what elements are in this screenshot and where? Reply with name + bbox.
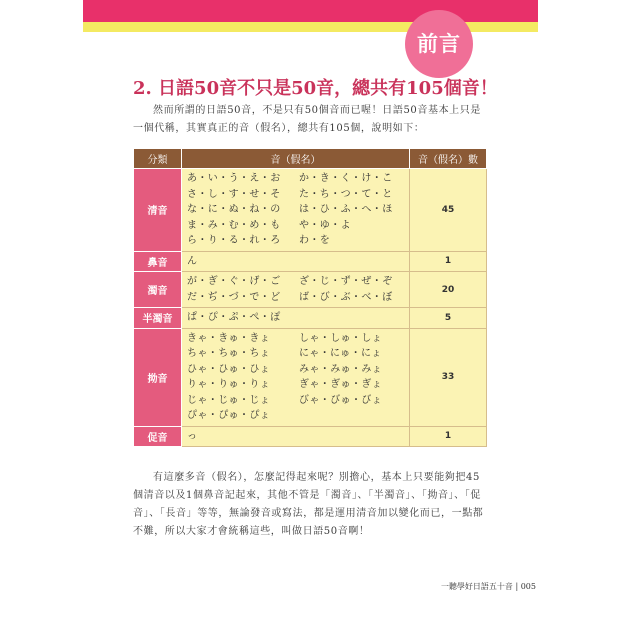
kana-group: だ・ぢ・づ・で・ど <box>187 291 281 303</box>
table-body <box>134 169 487 447</box>
kana-group: ん <box>187 255 198 267</box>
kana-group: っ <box>187 430 198 442</box>
table-row <box>134 426 487 447</box>
table-row <box>134 251 487 272</box>
kana-cell <box>182 272 410 308</box>
kana-group: ま・み・む・め・も <box>187 219 281 231</box>
count-cell: 33 <box>410 328 487 426</box>
section-title: 2. 日語50音不只是50音，總共有105個音！ <box>133 78 498 99</box>
kana-group: ば・び・ぶ・べ・ぼ <box>299 291 393 303</box>
kana-group: にゃ・にゅ・にょ <box>299 348 382 359</box>
intro-text: 然而所謂的日語50音，不是只有50個音而已喔！日語50音基本上只是一個代稱，其實真正的音（假名），總共有105個，說明如下： <box>133 105 481 134</box>
header-category: 分類 <box>134 149 182 169</box>
kana-line <box>187 331 404 347</box>
table-row <box>134 328 487 426</box>
kana-cell <box>182 426 410 447</box>
kana-group: あ・い・う・え・お <box>187 173 281 184</box>
count-cell: 45 <box>410 169 487 252</box>
page-footer: 一聽學好日語五十音 | 005 <box>440 582 536 591</box>
header-kana: 音（假名） <box>182 149 410 169</box>
kana-group: は・ひ・ふ・へ・ほ <box>299 204 393 215</box>
kana-line <box>187 362 404 378</box>
kana-cell <box>182 328 410 426</box>
kana-line <box>187 218 404 234</box>
chapter-title: 前言 <box>417 32 461 56</box>
kana-group: ら・り・る・れ・ろ <box>187 235 281 246</box>
kana-group: た・ち・つ・て・と <box>299 188 393 200</box>
kana-cell <box>182 308 410 329</box>
category-cell: 鼻音 <box>134 251 182 272</box>
kana-group: りゃ・りゅ・りょ <box>187 379 271 390</box>
table-header-row <box>134 149 487 169</box>
kana-line <box>187 233 404 249</box>
kana-group: ぎゃ・ぎゅ・ぎょ <box>299 379 383 390</box>
outro-text: 有這麼多音（假名），怎麼記得起來呢？別擔心，基本上只要能夠把45個清音以及1個鼻音記起來，其他不管是「濁音」、「半濁音」、「拗音」、「促音」、「長音」等等，無論發音或寫法，都是運用清音加以變化而已，一點都不難，所以大家才會統稱這些，叫做日語50音啊！ <box>133 472 484 537</box>
category-cell: 清音 <box>134 169 182 252</box>
kana-line <box>187 310 404 326</box>
header-count: 音（假名）數 <box>410 149 487 169</box>
intro-paragraph <box>133 102 488 138</box>
outro-paragraph <box>133 469 488 541</box>
kana-line <box>187 377 404 393</box>
table-row <box>134 272 487 308</box>
kana-group: ざ・じ・ず・ぜ・ぞ <box>299 276 393 287</box>
kana-group: が・ぎ・ぐ・げ・ご <box>187 276 281 287</box>
kana-group: や・ゆ・よ <box>299 219 351 231</box>
kana-group: さ・し・す・せ・そ <box>187 188 281 200</box>
kana-line <box>187 290 404 306</box>
kana-group: ぱ・ぴ・ぷ・ぺ・ぽ <box>187 312 281 323</box>
count-cell: 1 <box>410 251 487 272</box>
kana-group: ちゃ・ちゅ・ちょ <box>187 348 271 359</box>
kana-line <box>187 408 404 424</box>
kana-group: ひゃ・ひゅ・ひょ <box>187 363 271 375</box>
category-cell: 半濁音 <box>134 308 182 329</box>
kana-line <box>187 429 404 445</box>
kana-line <box>187 202 404 218</box>
table-row <box>134 308 487 329</box>
count-cell: 5 <box>410 308 487 329</box>
kana-line <box>187 171 404 187</box>
category-cell: 拗音 <box>134 328 182 426</box>
kana-group: か・き・く・け・こ <box>299 173 393 184</box>
category-cell: 促音 <box>134 426 182 447</box>
kana-group: みゃ・みゅ・みょ <box>299 363 383 375</box>
kana-line <box>187 274 404 290</box>
kana-group: きゃ・きゅ・きょ <box>187 332 271 344</box>
kana-line <box>187 346 404 362</box>
kana-cell <box>182 251 410 272</box>
kana-line <box>187 254 404 270</box>
kana-cell <box>182 169 410 252</box>
count-cell: 20 <box>410 272 487 308</box>
kana-line <box>187 393 404 409</box>
table-row <box>134 169 487 252</box>
kana-group: な・に・ぬ・ね・の <box>187 204 281 215</box>
kana-group: じゃ・じゅ・じょ <box>187 394 271 406</box>
category-cell: 濁音 <box>134 272 182 308</box>
kana-group: びゃ・びゅ・びょ <box>299 394 383 406</box>
kana-group: わ・を <box>299 235 331 246</box>
kana-table <box>133 148 487 447</box>
kana-group: しゃ・しゅ・しょ <box>299 332 383 344</box>
kana-line <box>187 187 404 203</box>
count-cell: 1 <box>410 426 487 447</box>
kana-group: ぴゃ・ぴゅ・ぴょ <box>187 410 271 421</box>
